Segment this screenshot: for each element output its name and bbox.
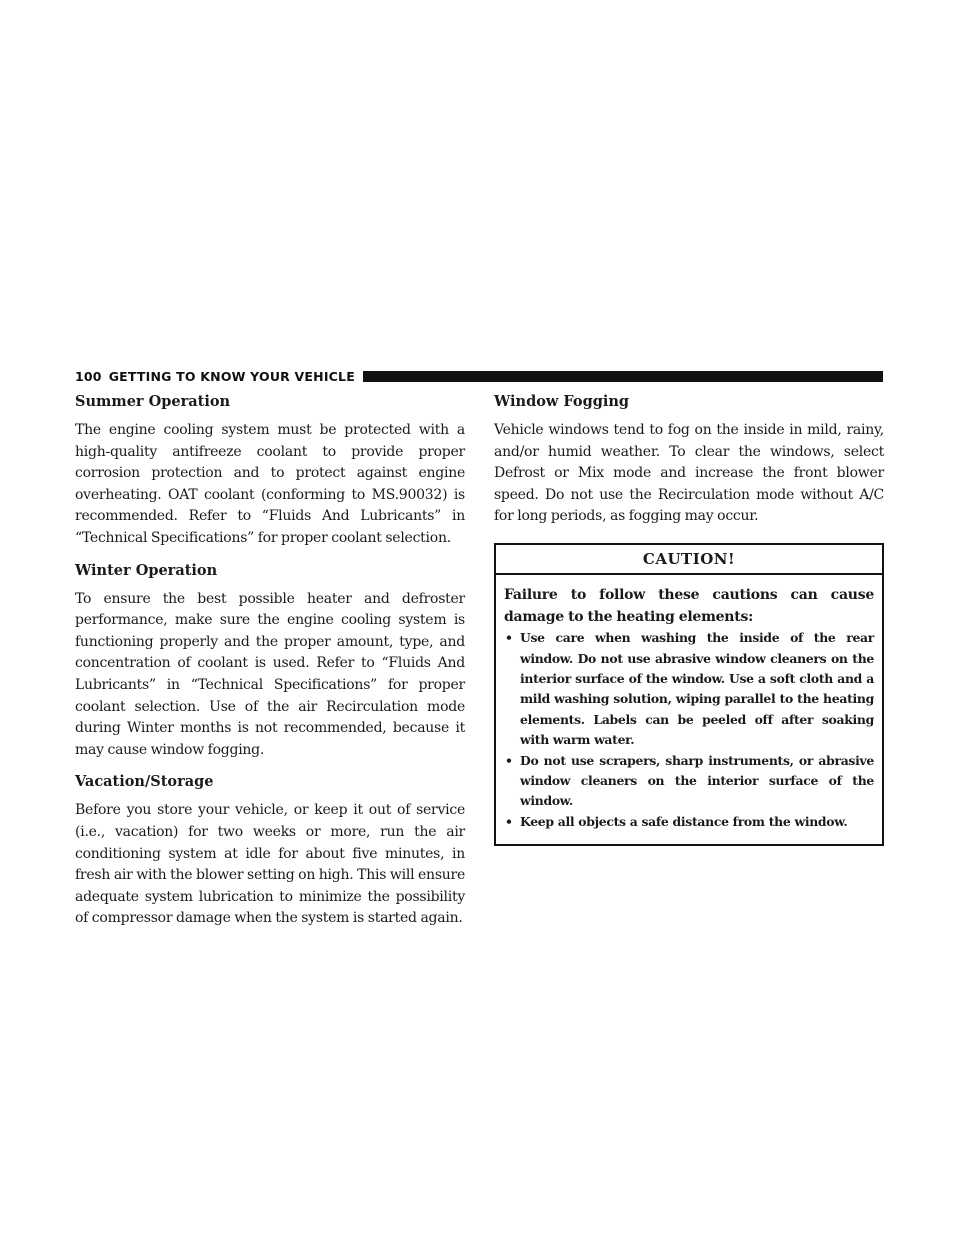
caution-title: CAUTION! <box>496 545 882 575</box>
section-title: GETTING TO KNOW YOUR VEHICLE <box>108 368 355 384</box>
caution-box <box>494 543 884 846</box>
caution-body <box>496 575 882 844</box>
caution-item <box>504 751 874 812</box>
bullet-icon: • <box>505 752 513 768</box>
caution-intro: Failure to follow these cautions can cause damage to the heating elements: <box>504 586 874 625</box>
bullet-icon: • <box>505 813 513 829</box>
caution-item <box>504 812 874 832</box>
winter-operation-heading: Winter Operation <box>75 561 218 579</box>
page-header <box>75 366 883 386</box>
vacation-storage-heading: Vacation/Storage <box>75 773 214 791</box>
caution-list <box>504 628 874 832</box>
right-column <box>494 392 884 846</box>
window-fogging-text: Vehicle windows tend to fog on the inside in mild, rainy, and/or humid weather. To clear the windows, select Defrost or Mix mode and increase the front blower speed. Do not use the Recirculation mode without A/C for long periods, as fogging may occur. <box>494 422 884 525</box>
caution-item-text: Do not use scrapers, sharp instruments, or abrasive window cleaners on the interior surface of the window. <box>520 752 874 809</box>
page-number: 100 <box>75 368 102 384</box>
window-fogging-heading: Window Fogging <box>494 393 630 410</box>
header-rule <box>363 371 883 382</box>
vacation-storage-text: Before you store your vehicle, or keep it out of service (i.e., vacation) for two weeks or more, run the air conditioning system at idle for about five minutes, in fresh air with the blower setting on high. This will ensure adequate system lubrication to minimize the possibility of compressor damage when the system is started again. <box>75 802 465 927</box>
caution-item <box>504 628 874 750</box>
left-column <box>75 392 465 941</box>
summer-operation-text: The engine cooling system must be protected with a high-quality antifreeze coolant to provide proper corrosion protection and to protect against engine overheating. OAT coolant (conforming to MS.90032) is recommended. Refer to “Fluids And Lubricants” in “Technical Specifications” for proper coolant selection. <box>75 422 465 546</box>
winter-operation-text: To ensure the best possible heater and defroster performance, make sure the engine cooling system is functioning properly and the proper amount, type, and concentration of coolant is used. Refer to “Fluids And Lubricants” in “Technical Specifications” for proper coolant selection. Use of the air Recirculation mode during Winter months is not recommended, because it may cause window fogging. <box>75 590 465 758</box>
caution-item-text: Use care when washing the inside of the rear window. Do not use abrasive window cleaners on the interior surface of the window. Use a soft cloth and a mild washing solution, wiping parallel to the heating elements. Labels can be peeled off after soaking with warm water. <box>520 630 874 748</box>
caution-item-text: Keep all objects a safe distance from the window. <box>520 813 848 829</box>
bullet-icon: • <box>505 630 513 646</box>
summer-operation-heading: Summer Operation <box>75 393 231 410</box>
